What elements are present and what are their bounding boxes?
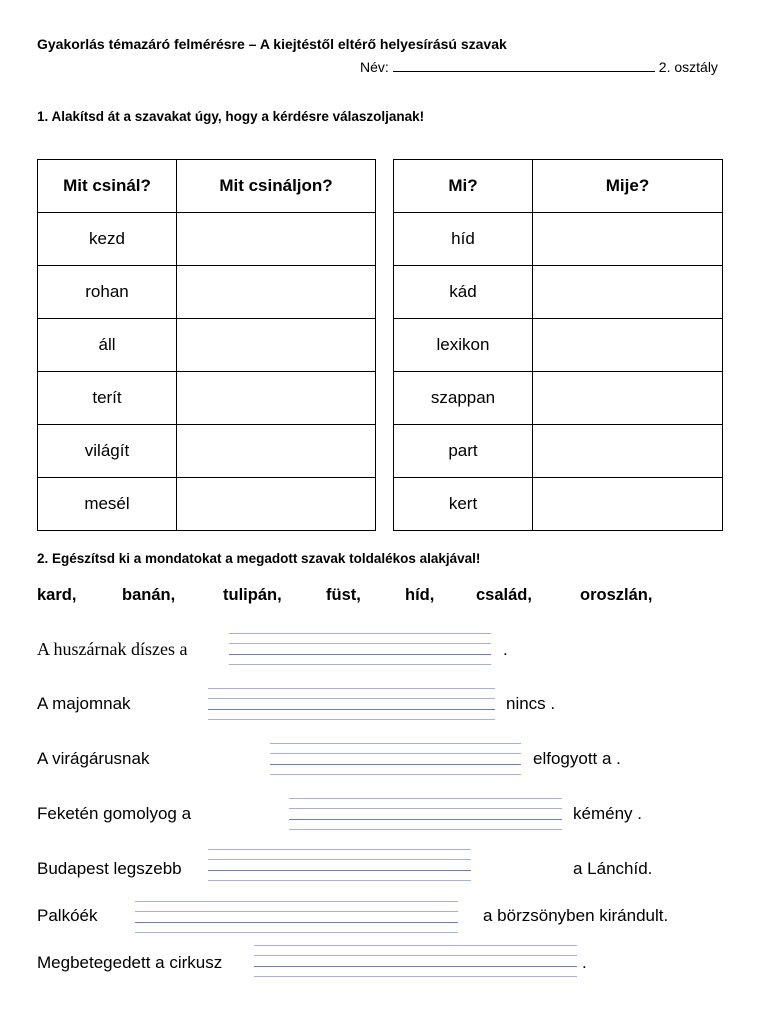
table-header-row <box>38 160 376 213</box>
worksheet-title: Gyakorlás témazáró felmérésre – A kiejtéstől eltérő helyesírású szavak <box>37 36 507 52</box>
given-word: lexikon <box>394 319 533 372</box>
given-word: világít <box>38 425 177 478</box>
given-word: terít <box>38 372 177 425</box>
sentence-7-start: Megbetegedett a cirkusz <box>37 953 223 972</box>
name-blank-line[interactable] <box>393 58 655 72</box>
answer-cell[interactable] <box>533 478 723 531</box>
answer-cell[interactable] <box>533 319 723 372</box>
word-bank-item: kard, <box>37 586 77 604</box>
column-header: Mije? <box>533 160 723 213</box>
answer-cell[interactable] <box>177 266 376 319</box>
noun-table <box>393 159 723 531</box>
word-bank-item: oroszlán, <box>580 586 653 604</box>
sentence-5-writing-lines[interactable] <box>208 849 471 881</box>
table-row <box>394 372 723 425</box>
table-row <box>38 478 376 531</box>
table-row <box>38 425 376 478</box>
sentence-6-start: Palkóék <box>37 906 98 925</box>
given-word: szappan <box>394 372 533 425</box>
answer-cell[interactable] <box>177 319 376 372</box>
given-word: part <box>394 425 533 478</box>
sentence-3-end: elfogyott a . <box>533 749 621 768</box>
sentence-4-writing-lines[interactable] <box>289 798 562 830</box>
word-bank-item: híd, <box>405 586 435 604</box>
sentence-2-end: nincs . <box>506 694 556 713</box>
sentence-1-writing-lines[interactable] <box>229 633 491 665</box>
name-field-row <box>360 58 718 75</box>
word-bank-item: füst, <box>326 586 361 604</box>
sentence-7-writing-lines[interactable] <box>254 945 577 977</box>
sentence-4-end: kémény . <box>573 804 642 823</box>
table-row <box>394 266 723 319</box>
table-row <box>38 372 376 425</box>
answer-cell[interactable] <box>177 213 376 266</box>
sentence-4-start: Feketén gomolyog a <box>37 804 192 823</box>
sentence-5-start: Budapest legszebb <box>37 859 182 878</box>
table-row <box>394 319 723 372</box>
word-bank-item: banán, <box>122 586 176 604</box>
task2-instruction: 2. Egészítsd ki a mondatokat a megadott szavak toldalékos alakjával! <box>37 551 481 566</box>
answer-cell[interactable] <box>177 425 376 478</box>
sentence-6-writing-lines[interactable] <box>135 901 458 933</box>
sentence-1-start: A huszárnak díszes a <box>37 639 188 659</box>
given-word: híd <box>394 213 533 266</box>
column-header: Mi? <box>394 160 533 213</box>
column-header: Mit csinál? <box>38 160 177 213</box>
table-row <box>38 319 376 372</box>
sentence-3-start: A virágárusnak <box>37 749 150 768</box>
answer-cell[interactable] <box>533 213 723 266</box>
table-row <box>394 213 723 266</box>
table-row <box>38 266 376 319</box>
given-word: áll <box>38 319 177 372</box>
answer-cell[interactable] <box>177 372 376 425</box>
sentence-2-writing-lines[interactable] <box>208 688 495 720</box>
table-row <box>394 425 723 478</box>
column-header: Mit csináljon? <box>177 160 376 213</box>
table-row <box>394 478 723 531</box>
word-bank-item: tulipán, <box>223 586 282 604</box>
sentence-1-end: . <box>503 640 508 659</box>
sentence-3-writing-lines[interactable] <box>270 743 521 775</box>
class-label: 2. osztály <box>658 59 718 75</box>
given-word: rohan <box>38 266 177 319</box>
table-row <box>38 213 376 266</box>
given-word: mesél <box>38 478 177 531</box>
task1-instruction: 1. Alakítsd át a szavakat úgy, hogy a kérdésre válaszoljanak! <box>37 109 425 124</box>
given-word: kád <box>394 266 533 319</box>
word-bank-item: család, <box>476 586 532 604</box>
answer-cell[interactable] <box>533 372 723 425</box>
given-word: kezd <box>38 213 177 266</box>
table-header-row <box>394 160 723 213</box>
sentence-2-start: A majomnak <box>37 694 131 713</box>
answer-cell[interactable] <box>533 425 723 478</box>
answer-cell[interactable] <box>533 266 723 319</box>
answer-cell[interactable] <box>177 478 376 531</box>
given-word: kert <box>394 478 533 531</box>
name-label: Név: <box>360 59 389 75</box>
sentence-6-end: a börzsönyben kirándult. <box>483 906 669 925</box>
sentence-5-end: a Lánchíd. <box>573 859 653 878</box>
sentence-7-end: . <box>582 953 587 972</box>
verb-table <box>37 159 376 531</box>
